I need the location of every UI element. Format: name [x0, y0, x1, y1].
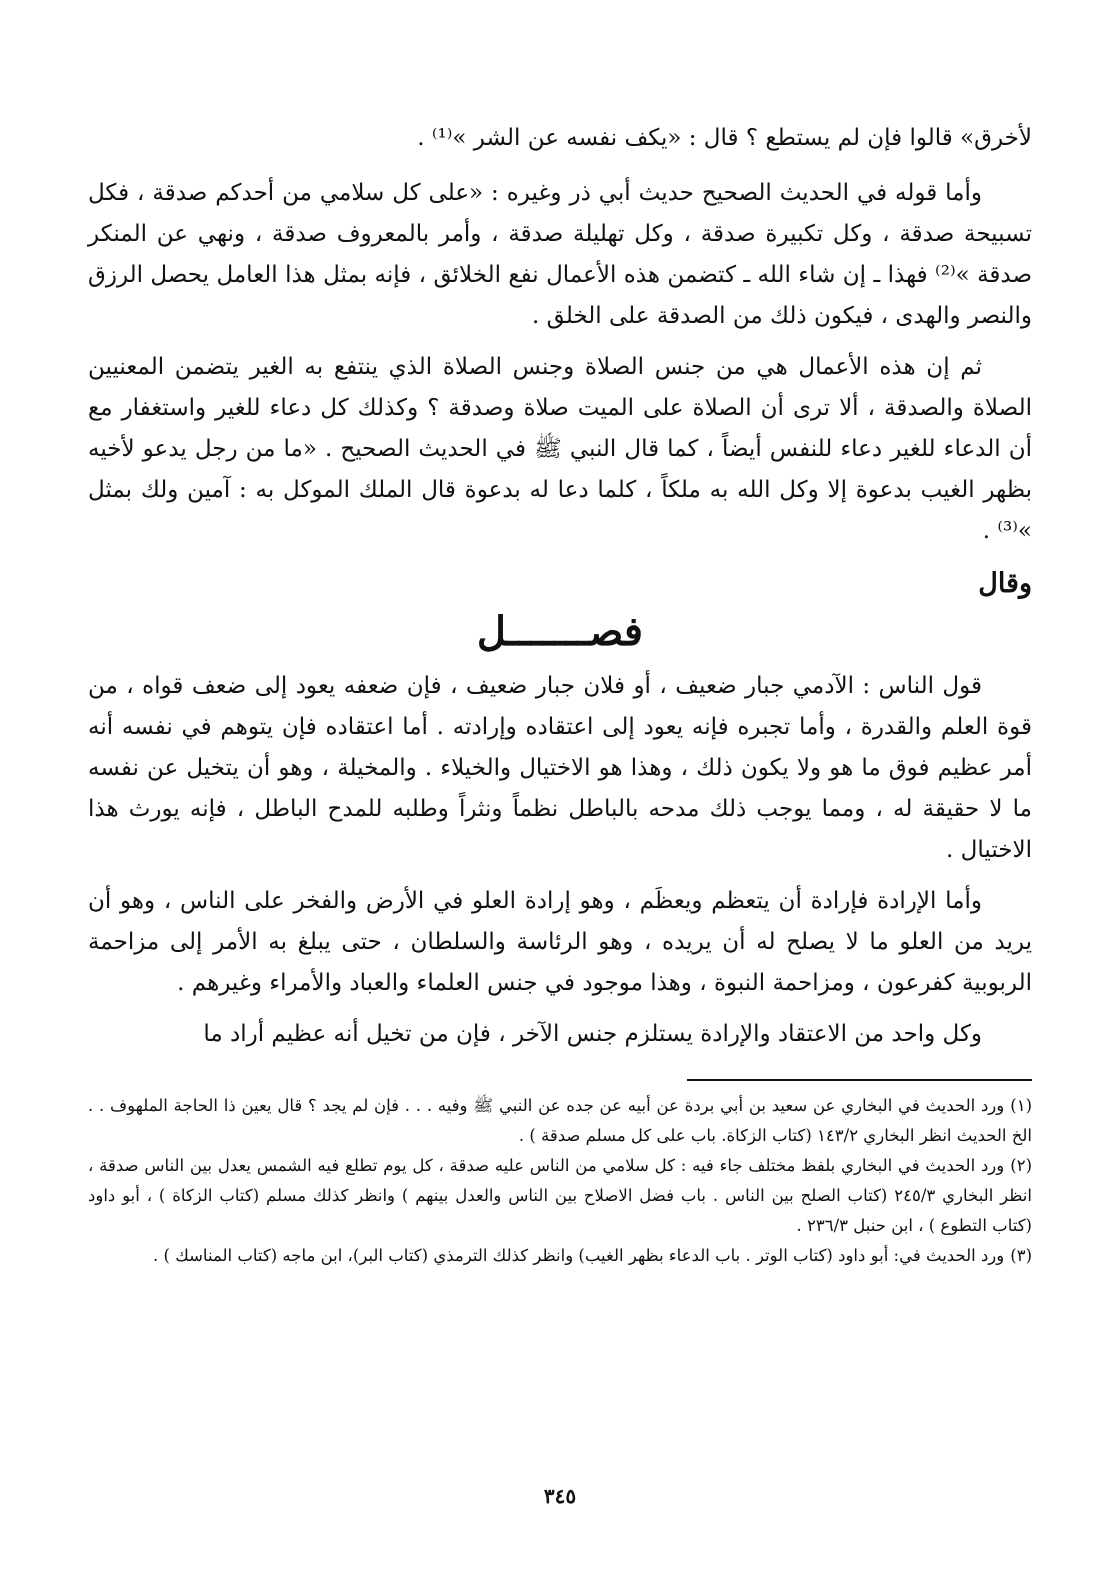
- chapter-heading: [88, 606, 1032, 658]
- page-number: ٣٤٥: [543, 1484, 577, 1508]
- paragraph-prayer-charity: ثم إن هذه الأعمال هي من جنس الصلاة وجنس الصلاة الذي ينتفع به الغير يتضمن المعنيين الصلاة والصدقة ، ألا ترى أن الصلاة على الميت صلاة وصدقة ؟ وكذلك كل دعاء للغير واستغفار مع أن الدعاء للغير دعاء للنفس أيضاً ، كما قال النبي ﷺ في الحديث الصحيح . «ما من رجل يدعو لأخيه بظهر الغيب بدعوة إلا وكل الله به ملكاً ، كلما دعا له بدعوة قال الملك الموكل به : آمين ولك بمثل »⁽³⁾ .: [88, 354, 1032, 544]
- footnote-2-text: ورد الحديث في البخاري بلفظ مختلف جاء فيه : كل سلامي من الناس عليه صدقة ، كل يوم تطلع فيه الشمس يعدل بين الناس صدقة ، انظر البخاري ٢٤٥/٣ (كتاب الصلح بين الناس . باب فضل الاصلاح بين الناس والعدل بينهم ) وانظر كذلك مسلم (كتاب الزكاة ) ، أبو داود (كتاب التطوع ) ، ابن حنبل ٢٣٦/٣ .: [88, 1156, 1032, 1235]
- footnote-2: [88, 1151, 1032, 1241]
- section-intro-heading: وقال: [978, 568, 1032, 599]
- footnote-1-text: ورد الحديث في البخاري عن سعيد بن أبي بردة عن أبيه عن جده عن النبي ﷺ وفيه . . . فإن لم يجد ؟ قال يعين ذا الحاجة الملهوف . . الخ الحديث انظر البخاري ١٤٣/٢ (كتاب الزكاة. باب على كل مسلم صدقة ) .: [88, 1096, 1032, 1145]
- footnote-1: [88, 1091, 1032, 1151]
- chapter-heading-text: فصـــــــل: [476, 608, 644, 655]
- footnote-divider: [687, 1079, 1032, 1081]
- paragraph-abu-dhar-hadith: وأما قوله في الحديث الصحيح حديث أبي ذر وغيره : «على كل سلامي من أحدكم صدقة ، فكل تسبيحة صدقة ، وكل تكبيرة صدقة ، وكل تهليلة صدقة ، وأمر بالمعروف صدقة ، ونهي عن المنكر صدقة »⁽²⁾ فهذا ـ إن شاء الله ـ كتضمن هذه الأعمال نفع الخلائق ، فإنه بمثل هذا العامل يحصل الرزق والنصر والهدى ، فيكون ذلك من الصدقة على الخلق .: [88, 180, 1032, 329]
- footnote-1-number: (١): [1010, 1096, 1032, 1115]
- footnote-3-number: (٣): [1010, 1246, 1032, 1265]
- paragraph-continuation: لأخرق» قالوا فإن لم يستطع ؟ قال : «يكف نفسه عن الشر »⁽¹⁾ .: [417, 125, 1032, 151]
- paragraph-will-arrogance: وأما الإرادة فإرادة أن يتعظم ويعظَم ، وهو إرادة العلو في الأرض والفخر على الناس ، وهو أن يريد من العلو ما لا يصلح له أن يريده ، وهو الرئاسة والسلطان ، حتى يبلغ به الأمر إلى مزاحمة الربوبية كفرعون ، ومزاحمة النبوة ، وهذا موجود في جنس العلماء والعباد والأمراء وغيرهم .: [88, 888, 1032, 996]
- footnote-3-text: ورد الحديث في: أبو داود (كتاب الوتر . باب الدعاء بظهر الغيب) وانظر كذلك الترمذي (كتاب البر)، ابن ماجه (كتاب المناسك ) .: [153, 1246, 1005, 1265]
- footnote-2-number: (٢): [1010, 1156, 1032, 1175]
- paragraph-weak-tyrant: قول الناس : الآدمي جبار ضعيف ، أو فلان جبار ضعيف ، فإن ضعفه يعود إلى ضعف قواه ، من قوة العلم والقدرة ، وأما تجبره فإنه يعود إلى اعتقاده وإرادته . أما اعتقاده فإن يتوهم في نفسه أنه أمر عظيم فوق ما هو ولا يكون ذلك ، وهذا هو الاختيال والخيلاء . والمخيلة ، وهو أن يتخيل عن نفسه ما لا حقيقة له ، ومما يوجب ذلك مدحه بالباطل نظماً ونثراً وطلبه للمدح الباطل ، فإنه يورث هذا الاختيال .: [88, 673, 1032, 863]
- footnote-3: [88, 1241, 1032, 1271]
- paragraph-belief-will: وكل واحد من الاعتقاد والإرادة يستلزم جنس الآخر ، فإن من تخيل أنه عظيم أراد ما: [203, 1021, 982, 1047]
